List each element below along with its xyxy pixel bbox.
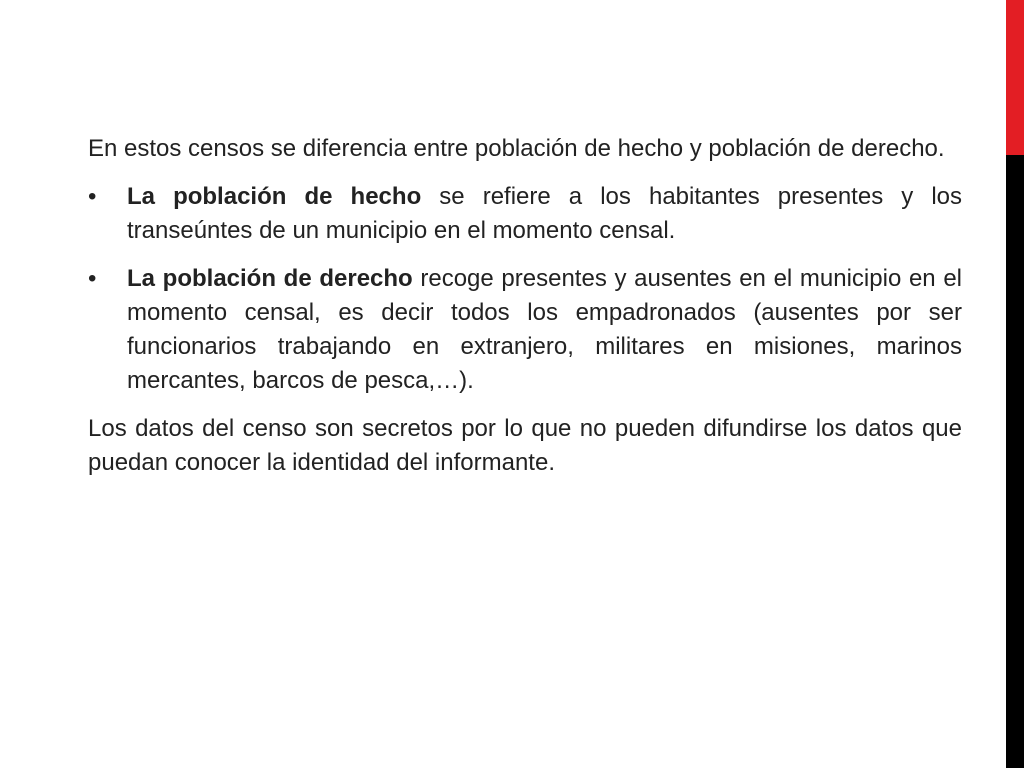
- bullet-text: recoge presentes y ausentes en el municipio en el momento censal, es decir todos los empadronados (ausentes por ser funcionarios trabajando en extranjero, militares en misiones, marinos mercantes, barcos de pesca,…).: [127, 265, 962, 394]
- intro-paragraph: En estos censos se diferencia entre población de hecho y población de derecho.: [88, 135, 945, 162]
- bullet-item-derecho: [88, 262, 962, 398]
- bullet-term: La población de derecho: [127, 265, 413, 292]
- bullet-item-hecho: [88, 180, 962, 248]
- slide-body: [88, 132, 962, 494]
- bullet-text: se refiere a los habitantes presentes y los transeúntes de un municipio en el momento censal.: [127, 183, 963, 244]
- side-accent-red: [1006, 0, 1024, 155]
- bullet-icon: •: [88, 265, 97, 292]
- bullet-icon: •: [88, 183, 97, 210]
- bullet-term: La población de hecho: [127, 183, 422, 210]
- closing-paragraph: Los datos del censo son secretos por lo que no pueden difundirse los datos que puedan conocer la identidad del informante.: [88, 415, 962, 476]
- side-accent-bar: [1006, 0, 1024, 768]
- side-accent-black: [1006, 155, 1024, 768]
